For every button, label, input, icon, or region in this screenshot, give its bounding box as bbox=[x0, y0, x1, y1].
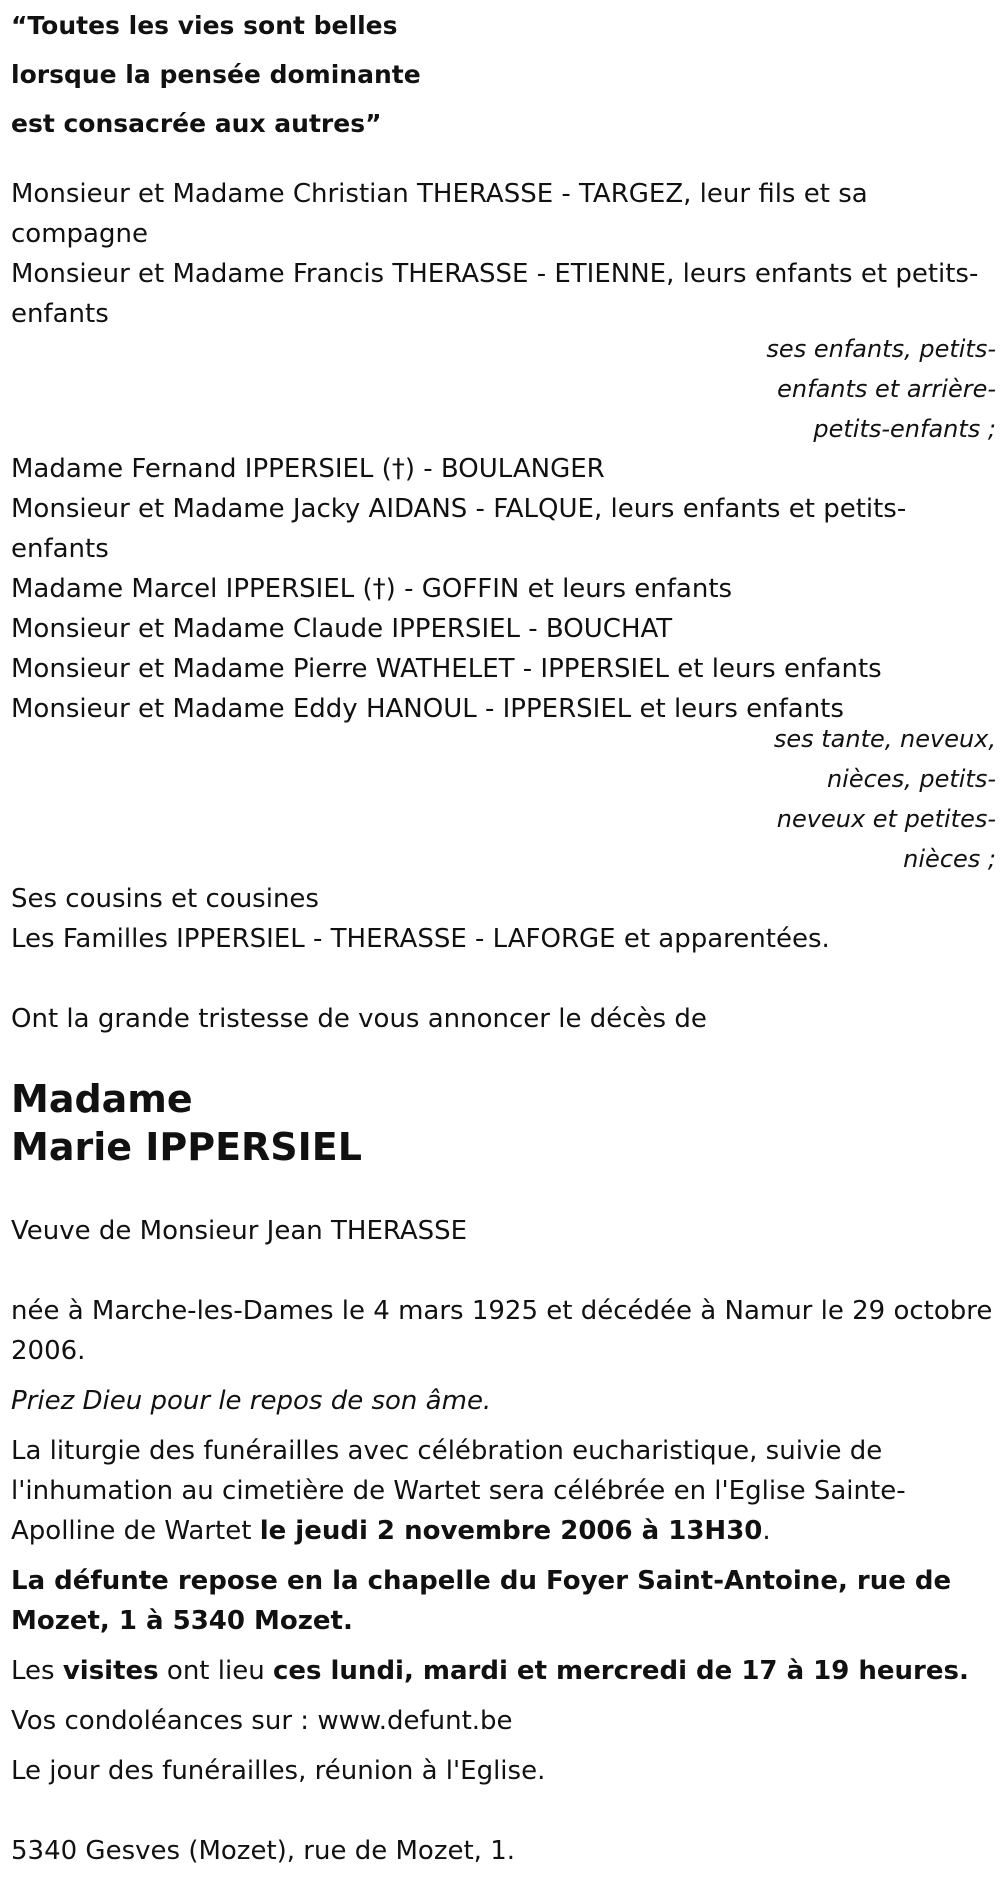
liturgy-end: . bbox=[762, 1516, 771, 1546]
address-text: 5340 Gesves (Mozet), rue de Mozet, 1. bbox=[11, 1836, 516, 1866]
liturgy-date: le jeudi 2 novembre 2006 à 13H30 bbox=[259, 1516, 763, 1546]
prayer-text: Priez Dieu pour le repos de son âme. bbox=[11, 1386, 492, 1416]
deceased-name-block bbox=[11, 1075, 996, 1171]
family-line: Monsieur et Madame Christian THERASSE - TARGEZ, leur fils et sa compagne bbox=[11, 179, 868, 249]
deceased-name: Marie IPPERSIEL bbox=[11, 1125, 362, 1169]
rest-text: La défunte repose en la chapelle du Foyer Saint-Antoine, rue de Mozet, 1 à 5340 Mozet. bbox=[11, 1566, 952, 1636]
announcement-text: Ont la grande tristesse de vous annoncer le décès de bbox=[11, 1004, 707, 1034]
children-relation-note: ses enfants, petits-enfants et arrière-petits-enfants ; bbox=[766, 335, 996, 443]
children-section bbox=[11, 174, 996, 334]
birth-death-text: née à Marche-les-Dames le 4 mars 1925 et décédée à Namur le 29 octobre 2006. bbox=[11, 1296, 993, 1366]
funeral-meeting-text: Le jour des funérailles, réunion à l'Eglise. bbox=[11, 1756, 546, 1786]
family-line: Madame Fernand IPPERSIEL (†) - BOULANGER bbox=[11, 454, 605, 484]
widow-text: Veuve de Monsieur Jean THERASSE bbox=[11, 1216, 468, 1246]
liturgy-text bbox=[11, 1431, 996, 1551]
family-relation-note: ses tante, neveux, nièces, petits-neveux et petites-nièces ; bbox=[773, 725, 996, 873]
cousins-section bbox=[11, 879, 996, 959]
family-line: Monsieur et Madame Jacky AIDANS - FALQUE, leurs enfants et petits-enfants bbox=[11, 494, 907, 564]
obituary-page bbox=[11, 0, 996, 1871]
opening-quote bbox=[11, 1, 996, 148]
families-line: Les Familles IPPERSIEL - THERASSE - LAFORGE et apparentées. bbox=[11, 924, 830, 954]
family-line: Madame Marcel IPPERSIEL (†) - GOFFIN et leurs enfants bbox=[11, 574, 733, 604]
cousins-line: Ses cousins et cousines bbox=[11, 884, 319, 914]
visits-text bbox=[11, 1651, 996, 1691]
family-line: Monsieur et Madame Eddy HANOUL - IPPERSIEL et leurs enfants bbox=[11, 694, 844, 724]
family-line: Monsieur et Madame Pierre WATHELET - IPPERSIEL et leurs enfants bbox=[11, 654, 882, 684]
visits-part-1: Les bbox=[11, 1656, 63, 1686]
deceased-title: Madame bbox=[11, 1077, 193, 1121]
family-line: Monsieur et Madame Claude IPPERSIEL - BOUCHAT bbox=[11, 614, 673, 644]
quote-line-1: “Toutes les vies sont belles bbox=[11, 11, 398, 40]
quote-line-3: est consacrée aux autres” bbox=[11, 109, 382, 138]
condolences-text: Vos condoléances sur : www.defunt.be bbox=[11, 1706, 513, 1736]
visits-part-4: ces lundi, mardi et mercredi de 17 à 19 heures. bbox=[272, 1656, 969, 1686]
visits-part-3: ont lieu bbox=[158, 1656, 273, 1686]
visits-part-2: visites bbox=[62, 1656, 159, 1686]
family-line: Monsieur et Madame Francis THERASSE - ETIENNE, leurs enfants et petits-enfants bbox=[11, 259, 979, 329]
quote-line-2: lorsque la pensée dominante bbox=[11, 60, 421, 89]
liturgy-body: La liturgie des funérailles avec célébration eucharistique, suivie de l'inhumation au cimetière de Wartet sera célébrée en l'Eglise Sainte-Apolline de Wartet bbox=[11, 1436, 906, 1546]
family-section bbox=[11, 449, 996, 729]
